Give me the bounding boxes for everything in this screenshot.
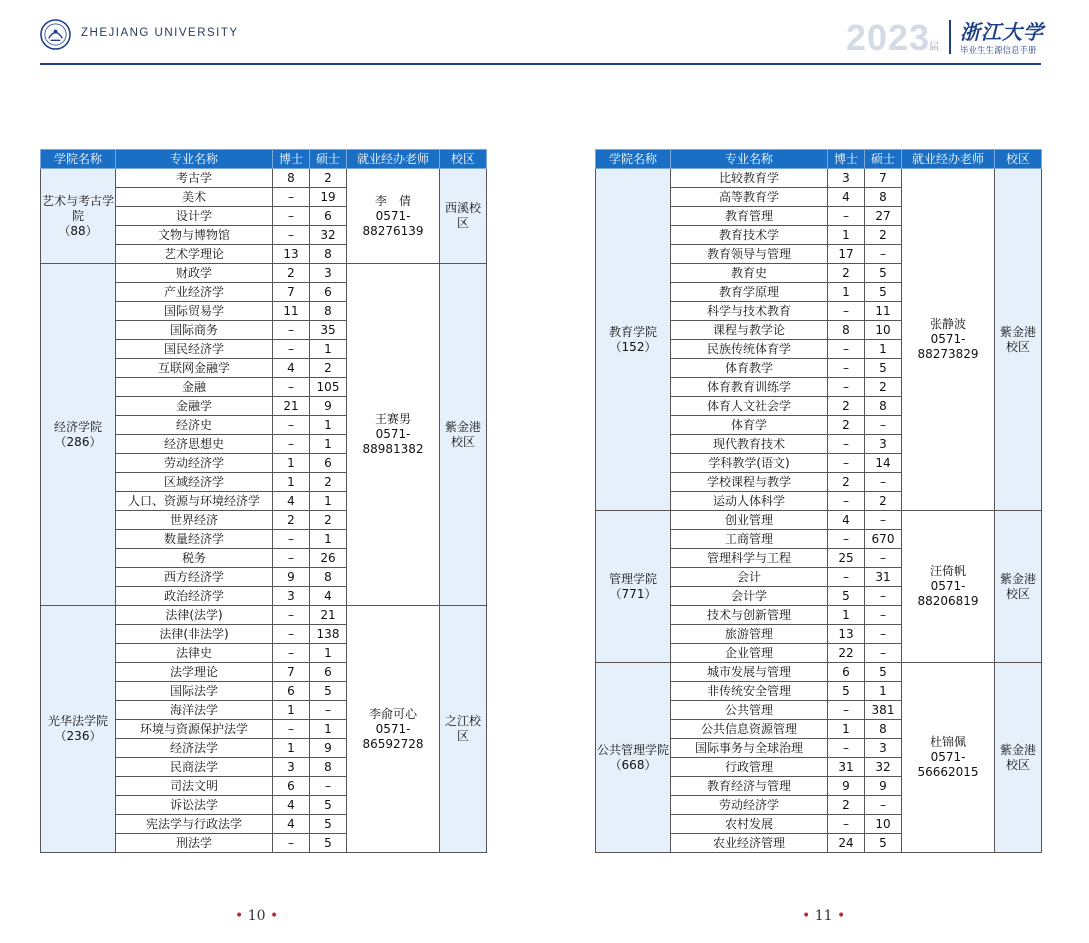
major-cell: 宪法学与行政法学 [116, 815, 273, 834]
phd-count-cell: 13 [273, 245, 310, 264]
table-row [596, 169, 1042, 188]
master-count-cell: 10 [865, 321, 902, 340]
phd-count-cell: 3 [828, 169, 865, 188]
col-dept-header: 学院名称 [596, 150, 671, 169]
phd-count-cell: – [273, 530, 310, 549]
major-cell: 国民经济学 [116, 340, 273, 359]
major-cell: 非传统安全管理 [671, 682, 828, 701]
teacher-phone: 0571-88206819 [917, 579, 979, 608]
master-count-cell: 4 [310, 587, 347, 606]
major-cell: 考古学 [116, 169, 273, 188]
master-count-cell: 2 [865, 378, 902, 397]
master-count-cell: – [310, 701, 347, 720]
phd-count-cell: – [273, 188, 310, 207]
phd-count-cell: 1 [273, 454, 310, 473]
phd-count-cell: 2 [828, 416, 865, 435]
phd-count-cell: 8 [273, 169, 310, 188]
major-cell: 民族传统体育学 [671, 340, 828, 359]
master-count-cell: 9 [310, 739, 347, 758]
phd-count-cell: 2 [273, 264, 310, 283]
phd-count-cell: 8 [828, 321, 865, 340]
master-count-cell: 3 [865, 435, 902, 454]
phd-count-cell: 3 [273, 587, 310, 606]
major-cell: 体育教学 [671, 359, 828, 378]
teacher-phone: 0571-86592728 [362, 721, 424, 751]
major-cell: 诉讼法学 [116, 796, 273, 815]
phd-count-cell: – [828, 530, 865, 549]
major-cell: 学科教学(语文) [671, 454, 828, 473]
master-count-cell: 381 [865, 701, 902, 720]
major-cell: 公共信息资源管理 [671, 720, 828, 739]
page-number-right [802, 908, 845, 924]
phd-count-cell: 7 [273, 663, 310, 682]
dept-cell [41, 264, 116, 606]
major-cell: 金融 [116, 378, 273, 397]
major-cell: 文物与博物馆 [116, 226, 273, 245]
dept-name: 公共管理学院 [596, 742, 669, 757]
page-number-right-value: 11 [814, 908, 833, 924]
dept-name: 经济学院 [53, 419, 102, 434]
dept-count: （668） [609, 757, 657, 772]
phd-count-cell: – [273, 435, 310, 454]
master-count-cell: – [310, 777, 347, 796]
major-cell: 工商管理 [671, 530, 828, 549]
phd-count-cell: – [273, 625, 310, 644]
dept-name: 光华法学院 [47, 714, 108, 728]
master-count-cell: – [865, 549, 902, 568]
phd-count-cell: 13 [828, 625, 865, 644]
dept-count: （88） [58, 223, 98, 238]
phd-count-cell: – [828, 207, 865, 226]
major-cell: 教育史 [671, 264, 828, 283]
phd-count-cell: 1 [828, 226, 865, 245]
university-logo-icon [40, 19, 71, 50]
major-cell: 教育领导与管理 [671, 245, 828, 264]
master-count-cell: 21 [310, 606, 347, 625]
phd-count-cell: – [273, 720, 310, 739]
phd-count-cell: 4 [828, 188, 865, 207]
phd-count-cell: 21 [273, 397, 310, 416]
page-number-left [235, 908, 278, 924]
major-cell: 政治经济学 [116, 587, 273, 606]
major-cell: 互联网金融学 [116, 359, 273, 378]
dept-name: 教育学院 [608, 324, 657, 339]
phd-count-cell: 11 [273, 302, 310, 321]
major-cell: 体育教育训练学 [671, 378, 828, 397]
master-count-cell: 8 [310, 758, 347, 777]
major-cell: 企业管理 [671, 644, 828, 663]
col-campus-header: 校区 [440, 150, 487, 169]
dept-count: （236） [54, 729, 102, 743]
master-count-cell: 1 [865, 340, 902, 359]
master-count-cell: – [865, 625, 902, 644]
major-cell: 法律史 [116, 644, 273, 663]
master-count-cell: 5 [310, 796, 347, 815]
master-count-cell: 32 [865, 758, 902, 777]
major-cell: 海洋法学 [116, 701, 273, 720]
master-count-cell: 5 [865, 359, 902, 378]
dept-cell [41, 606, 116, 853]
graduation-year: 2023 [846, 17, 931, 58]
phd-count-cell: – [273, 644, 310, 663]
master-count-cell: 670 [865, 530, 902, 549]
table-row [596, 663, 1042, 682]
phd-count-cell: 1 [828, 283, 865, 302]
master-count-cell: 8 [310, 568, 347, 587]
col-phd-header: 博士 [828, 150, 865, 169]
phd-count-cell: 1 [273, 701, 310, 720]
dept-cell [596, 169, 671, 511]
phd-count-cell: 1 [828, 606, 865, 625]
col-major-header: 专业名称 [116, 150, 273, 169]
major-cell: 创业管理 [671, 511, 828, 530]
major-cell: 人口、资源与环境经济学 [116, 492, 273, 511]
major-cell: 会计学 [671, 587, 828, 606]
master-count-cell: 1 [310, 530, 347, 549]
phd-count-cell: – [828, 378, 865, 397]
phd-count-cell: 4 [273, 359, 310, 378]
master-count-cell: 138 [310, 625, 347, 644]
master-count-cell: 7 [865, 169, 902, 188]
master-count-cell: 11 [865, 302, 902, 321]
phd-count-cell: 3 [273, 758, 310, 777]
phd-count-cell: – [828, 454, 865, 473]
table-row [41, 264, 487, 283]
major-cell: 比较教育学 [671, 169, 828, 188]
master-count-cell: 1 [865, 682, 902, 701]
phd-count-cell: – [273, 834, 310, 853]
master-count-cell: 14 [865, 454, 902, 473]
campus-cell: 之江校区 [440, 606, 487, 853]
major-cell: 财政学 [116, 264, 273, 283]
master-count-cell: – [865, 606, 902, 625]
table-row [41, 606, 487, 625]
col-phd-header: 博士 [273, 150, 310, 169]
phd-count-cell: 1 [273, 739, 310, 758]
phd-count-cell: 4 [273, 815, 310, 834]
phd-count-cell: – [828, 815, 865, 834]
phd-count-cell: 31 [828, 758, 865, 777]
phd-count-cell: 17 [828, 245, 865, 264]
master-count-cell: 8 [310, 245, 347, 264]
master-count-cell: – [865, 644, 902, 663]
major-cell: 区域经济学 [116, 473, 273, 492]
master-count-cell: 105 [310, 378, 347, 397]
phd-count-cell: – [828, 739, 865, 758]
phd-count-cell: 1 [828, 720, 865, 739]
master-count-cell: 5 [865, 663, 902, 682]
master-count-cell: 5 [310, 815, 347, 834]
phd-count-cell: 4 [273, 796, 310, 815]
master-count-cell: 3 [865, 739, 902, 758]
master-count-cell: 3 [310, 264, 347, 283]
teacher-cell [347, 606, 440, 853]
header-rule [40, 63, 1041, 65]
phd-count-cell: 25 [828, 549, 865, 568]
campus-cell: 紫金港校区 [440, 264, 487, 606]
campus-cell: 西溪校区 [440, 169, 487, 264]
major-cell: 经济思想史 [116, 435, 273, 454]
teacher-cell [347, 169, 440, 264]
phd-count-cell: 24 [828, 834, 865, 853]
master-count-cell: 35 [310, 321, 347, 340]
master-count-cell: – [865, 796, 902, 815]
master-count-cell: 6 [310, 283, 347, 302]
master-count-cell: – [865, 473, 902, 492]
master-count-cell: 2 [310, 473, 347, 492]
major-cell: 世界经济 [116, 511, 273, 530]
major-cell: 国际商务 [116, 321, 273, 340]
university-english-name: ZHEJIANG UNIVERSITY [81, 27, 239, 39]
major-cell: 课程与教学论 [671, 321, 828, 340]
table-header-row [596, 150, 1042, 169]
major-cell: 技术与创新管理 [671, 606, 828, 625]
master-count-cell: 1 [310, 720, 347, 739]
phd-count-cell: 2 [828, 264, 865, 283]
phd-count-cell: 4 [273, 492, 310, 511]
major-cell: 经济法学 [116, 739, 273, 758]
table-row [596, 511, 1042, 530]
handbook-title: 毕业生生源信息手册 [960, 46, 1037, 56]
campus-cell: 紫金港校区 [995, 169, 1042, 511]
phd-count-cell: 7 [273, 283, 310, 302]
dept-name: 艺术与考古学院 [41, 193, 114, 223]
major-cell: 法律(法学) [116, 606, 273, 625]
master-count-cell: 1 [310, 492, 347, 511]
master-count-cell: 1 [310, 340, 347, 359]
major-cell: 劳动经济学 [116, 454, 273, 473]
teacher-cell [902, 663, 995, 853]
teacher-name: 李 倩 [374, 193, 411, 208]
dept-name: 管理学院 [608, 571, 657, 586]
master-count-cell: 5 [865, 264, 902, 283]
major-cell: 现代教育技术 [671, 435, 828, 454]
phd-count-cell: 5 [828, 682, 865, 701]
teacher-cell [902, 169, 995, 511]
phd-count-cell: – [273, 340, 310, 359]
header-divider [949, 20, 951, 54]
col-master-header: 硕士 [310, 150, 347, 169]
master-count-cell: 8 [310, 302, 347, 321]
dept-cell [41, 169, 116, 264]
phd-count-cell: – [273, 378, 310, 397]
dept-count: （286） [54, 434, 102, 449]
major-table-right [595, 149, 1042, 853]
teacher-phone: 0571-88276139 [362, 208, 424, 238]
master-count-cell: 5 [865, 834, 902, 853]
university-chinese-name: 浙江大学 [960, 20, 1044, 44]
phd-count-cell: – [828, 302, 865, 321]
master-count-cell: 8 [865, 720, 902, 739]
major-cell: 刑法学 [116, 834, 273, 853]
major-cell: 公共管理 [671, 701, 828, 720]
col-dept-header: 学院名称 [41, 150, 116, 169]
master-count-cell: 1 [310, 416, 347, 435]
bullet-icon: • [270, 908, 279, 924]
master-count-cell: 6 [310, 207, 347, 226]
master-count-cell: 1 [310, 644, 347, 663]
teacher-name: 张静波 [929, 317, 966, 331]
teacher-cell [347, 264, 440, 606]
phd-count-cell: 6 [273, 682, 310, 701]
major-cell: 数量经济学 [116, 530, 273, 549]
major-cell: 科学与技术教育 [671, 302, 828, 321]
major-cell: 产业经济学 [116, 283, 273, 302]
master-count-cell: 5 [310, 834, 347, 853]
major-cell: 管理科学与工程 [671, 549, 828, 568]
phd-count-cell: – [273, 321, 310, 340]
master-count-cell: 5 [310, 682, 347, 701]
master-count-cell: 9 [310, 397, 347, 416]
major-cell: 体育人文社会学 [671, 397, 828, 416]
major-cell: 城市发展与管理 [671, 663, 828, 682]
major-cell: 艺术学理论 [116, 245, 273, 264]
bullet-icon: • [802, 908, 811, 924]
master-count-cell: 32 [310, 226, 347, 245]
master-count-cell: 2 [310, 511, 347, 530]
phd-count-cell: 1 [273, 473, 310, 492]
phd-count-cell: – [828, 435, 865, 454]
major-cell: 税务 [116, 549, 273, 568]
bullet-icon: • [837, 908, 846, 924]
table-row [41, 169, 487, 188]
major-cell: 民商法学 [116, 758, 273, 777]
major-cell: 体育学 [671, 416, 828, 435]
major-cell: 行政管理 [671, 758, 828, 777]
dept-cell [596, 663, 671, 853]
phd-count-cell: 2 [828, 796, 865, 815]
major-cell: 会计 [671, 568, 828, 587]
phd-count-cell: – [828, 359, 865, 378]
phd-count-cell: 2 [273, 511, 310, 530]
major-cell: 法律(非法学) [116, 625, 273, 644]
teacher-name: 王赛男 [374, 412, 411, 426]
major-cell: 司法文明 [116, 777, 273, 796]
teacher-phone: 0571-88273829 [917, 332, 979, 361]
master-count-cell: 27 [865, 207, 902, 226]
master-count-cell: 8 [865, 188, 902, 207]
master-count-cell: 1 [310, 435, 347, 454]
phd-count-cell: 9 [828, 777, 865, 796]
teacher-cell [902, 511, 995, 663]
master-count-cell: 8 [865, 397, 902, 416]
major-cell: 法学理论 [116, 663, 273, 682]
campus-cell: 紫金港校区 [995, 663, 1042, 853]
major-cell: 西方经济学 [116, 568, 273, 587]
phd-count-cell: – [828, 568, 865, 587]
page-header [0, 0, 1089, 70]
major-cell: 旅游管理 [671, 625, 828, 644]
master-count-cell: – [865, 245, 902, 264]
major-cell: 金融学 [116, 397, 273, 416]
phd-count-cell: 2 [828, 397, 865, 416]
dept-cell [596, 511, 671, 663]
major-cell: 教育学原理 [671, 283, 828, 302]
col-teacher-header: 就业经办老师 [902, 150, 995, 169]
col-campus-header: 校区 [995, 150, 1042, 169]
major-table-left [40, 149, 487, 853]
master-count-cell: 31 [865, 568, 902, 587]
major-cell: 教育技术学 [671, 226, 828, 245]
master-count-cell: 26 [310, 549, 347, 568]
phd-count-cell: – [828, 492, 865, 511]
major-cell: 国际法学 [116, 682, 273, 701]
master-count-cell: 6 [310, 663, 347, 682]
teacher-name: 杜锦佩 [929, 735, 966, 749]
phd-count-cell: 22 [828, 644, 865, 663]
master-count-cell: 2 [865, 492, 902, 511]
teacher-name: 汪倚帆 [929, 564, 966, 578]
bullet-icon: • [235, 908, 244, 924]
phd-count-cell: 4 [828, 511, 865, 530]
major-cell: 农业经济管理 [671, 834, 828, 853]
col-master-header: 硕士 [865, 150, 902, 169]
major-cell: 高等教育学 [671, 188, 828, 207]
major-cell: 国际贸易学 [116, 302, 273, 321]
master-count-cell: – [865, 511, 902, 530]
teacher-phone: 0571-88981382 [362, 427, 424, 456]
major-cell: 国际事务与全球治理 [671, 739, 828, 758]
master-count-cell: – [865, 587, 902, 606]
phd-count-cell: – [273, 606, 310, 625]
dept-count: （152） [609, 339, 657, 354]
col-teacher-header: 就业经办老师 [347, 150, 440, 169]
col-major-header: 专业名称 [671, 150, 828, 169]
teacher-phone: 0571-56662015 [917, 750, 979, 779]
major-cell: 教育经济与管理 [671, 777, 828, 796]
phd-count-cell: 9 [273, 568, 310, 587]
phd-count-cell: 2 [828, 473, 865, 492]
phd-count-cell: – [828, 701, 865, 720]
master-count-cell: 10 [865, 815, 902, 834]
major-cell: 设计学 [116, 207, 273, 226]
phd-count-cell: – [273, 416, 310, 435]
year-suffix: 届 [929, 42, 939, 53]
phd-count-cell: 6 [828, 663, 865, 682]
major-cell: 美术 [116, 188, 273, 207]
phd-count-cell: 5 [828, 587, 865, 606]
page-number-left-value: 10 [247, 908, 266, 924]
dept-count: （771） [609, 586, 657, 601]
table-header-row [41, 150, 487, 169]
major-cell: 教育管理 [671, 207, 828, 226]
major-cell: 运动人体科学 [671, 492, 828, 511]
phd-count-cell: – [828, 340, 865, 359]
major-cell: 劳动经济学 [671, 796, 828, 815]
master-count-cell: 9 [865, 777, 902, 796]
master-count-cell: 2 [310, 169, 347, 188]
major-cell: 经济史 [116, 416, 273, 435]
teacher-name: 李俞可心 [368, 706, 417, 721]
phd-count-cell: – [273, 226, 310, 245]
master-count-cell: 19 [310, 188, 347, 207]
master-count-cell: 2 [865, 226, 902, 245]
major-cell: 环境与资源保护法学 [116, 720, 273, 739]
major-cell: 农村发展 [671, 815, 828, 834]
master-count-cell: – [865, 416, 902, 435]
phd-count-cell: – [273, 549, 310, 568]
master-count-cell: 5 [865, 283, 902, 302]
phd-count-cell: – [273, 207, 310, 226]
campus-cell: 紫金港校区 [995, 511, 1042, 663]
master-count-cell: 2 [310, 359, 347, 378]
major-cell: 学校课程与教学 [671, 473, 828, 492]
phd-count-cell: 6 [273, 777, 310, 796]
master-count-cell: 6 [310, 454, 347, 473]
